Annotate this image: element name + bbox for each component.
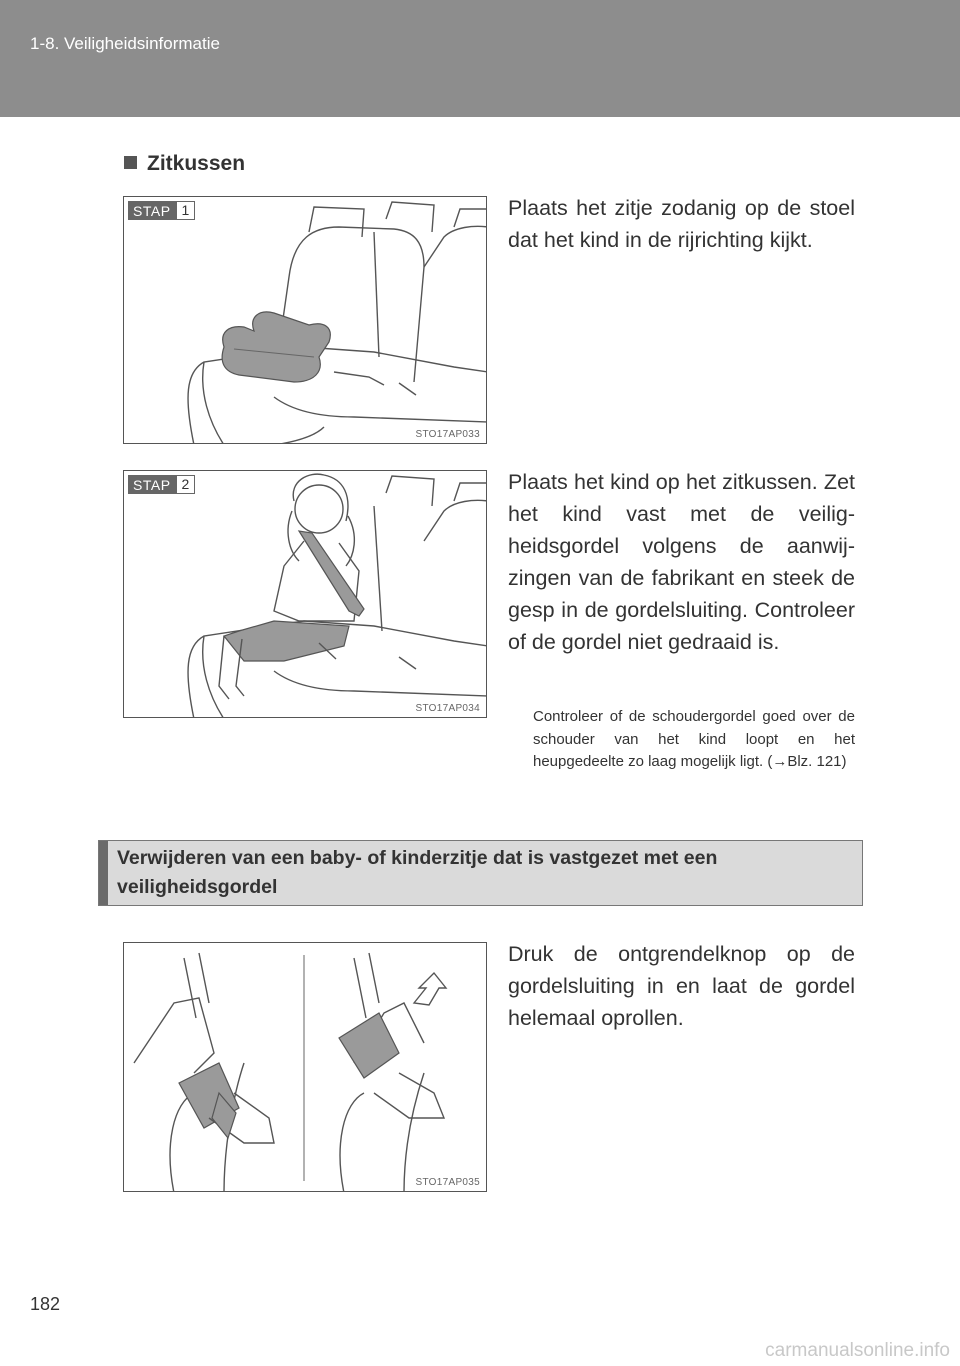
step-badge-number: 2: [176, 475, 196, 494]
banner-title: Verwijderen van een baby- of kinderzitje dat is vastgezet met een veiligheidsgordel: [117, 847, 718, 898]
step-badge-label: STAP: [128, 475, 176, 494]
booster-on-seat-illustration: [124, 197, 487, 444]
removal-text: Druk de ontgrendelknop op de gordelsluiting in en laat de gordel helemaal oprollen.: [508, 942, 855, 1030]
banner-accent-bar: [99, 841, 108, 905]
step-badge-number: 1: [176, 201, 196, 220]
page-number: 182: [30, 1294, 61, 1314]
step-badge-label: STAP: [128, 201, 176, 220]
page-header: [0, 0, 960, 117]
figure-code: STO17AP034: [415, 703, 480, 714]
section-heading: [124, 152, 245, 176]
step-badge: [128, 475, 195, 494]
buckle-release-illustration: [124, 943, 487, 1192]
figure-step-2: [123, 470, 487, 718]
step-2-text: Plaats het kind op het zitkussen. Zet het kind vast met de veilig-heidsgordel volgens de aanwij-zingen van de fabrikant en steek de gesp in de gordelsluiting. Controleer of de gordel niet gedraaid is.: [508, 470, 855, 654]
step-1-text: Plaats het zitje zodanig op de stoel dat het kind in de rijrichting kijkt.: [508, 196, 855, 252]
figure-step-1: [123, 196, 487, 444]
figure-code: STO17AP035: [415, 1177, 480, 1188]
step-2-note: Controleer of de schoudergordel goed over de schouder van het kind loopt en het heupgedeelte zo laag mogelijk ligt. (→Blz. 121): [533, 708, 855, 770]
square-bullet-icon: [124, 156, 137, 169]
footer-watermark[interactable]: carmanualsonline.info: [765, 1340, 950, 1361]
figure-code: STO17AP033: [415, 429, 480, 440]
figure-removal: [123, 942, 487, 1192]
child-on-booster-illustration: [124, 471, 487, 718]
chapter-title: 1-8. Veiligheidsinformatie: [30, 34, 220, 53]
section-heading-text: Zitkussen: [147, 152, 246, 175]
step-badge: [128, 201, 195, 220]
subsection-banner: [98, 840, 863, 906]
